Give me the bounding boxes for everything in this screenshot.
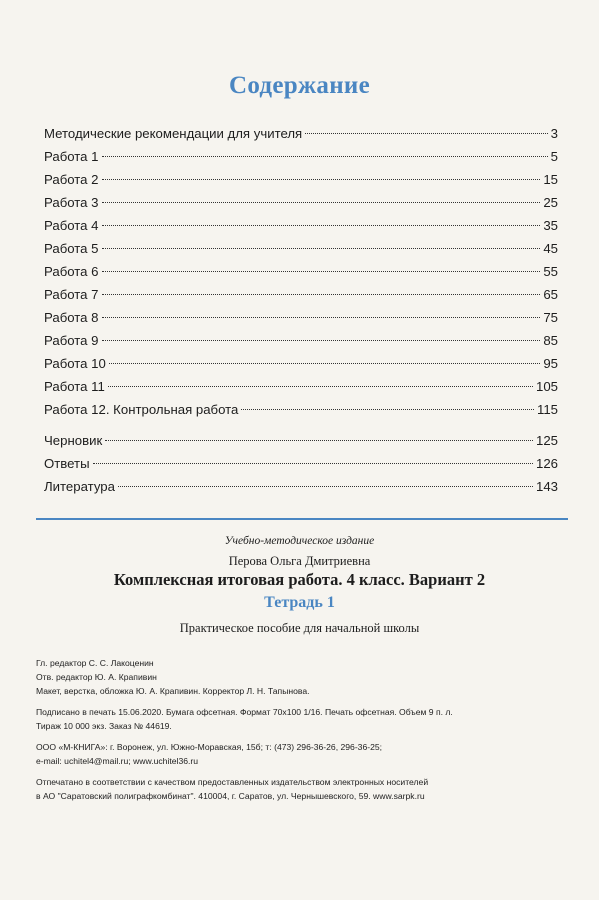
toc-entry: [44, 191, 558, 214]
toc-entry-label: Работа 12. Контрольная работа: [44, 402, 239, 417]
toc-leader: [102, 156, 548, 157]
toc-entry-page: 115: [536, 402, 558, 417]
toc-entry: [44, 122, 558, 145]
layout-credits: Макет, верстка, обложка Ю. А. Крапивин. Корректор Л. Н. Тапынова.: [36, 686, 310, 696]
toc-entry-page: 65: [543, 287, 558, 302]
toc-entry-label: Работа 7: [44, 287, 99, 302]
toc-leader: [102, 271, 541, 272]
toc-leader: [108, 386, 533, 387]
toc-entry: [44, 375, 558, 398]
toc-entry: [44, 429, 558, 452]
toc-leader: [102, 202, 541, 203]
section-divider: [36, 518, 568, 520]
toc-entry-page: 125: [535, 433, 558, 448]
toc-entry: [44, 329, 558, 352]
toc-entry-page: 126: [535, 456, 558, 471]
toc-entry: [44, 306, 558, 329]
responsible-editor: Отв. редактор Ю. А. Крапивин: [36, 672, 157, 682]
toc-entry-label: Работа 5: [44, 241, 99, 256]
toc-entry-label: Работа 10: [44, 356, 106, 371]
chief-editor: Гл. редактор С. С. Лакоценин: [36, 658, 154, 668]
book-purpose: Практическое пособие для начальной школы: [179, 621, 420, 635]
edition-type: Учебно-методическое издание: [224, 535, 375, 547]
author-name: Перова Ольга Дмитриевна: [228, 554, 371, 568]
toc-entry: [44, 145, 558, 168]
print-info: Подписано в печать 15.06.2020. Бумага офсетная. Формат 70х100 1/16. Печать офсетная. Объем 9 п. л.: [36, 707, 453, 717]
toc-entry-label: Ответы: [44, 456, 90, 471]
printer-address: в АО "Саратовский полиграфкомбинат". 410004, г. Саратов, ул. Чернышевского, 59. www.sarpk.ru: [36, 791, 425, 801]
toc-leader: [241, 409, 534, 410]
toc-entry-page: 55: [543, 264, 558, 279]
toc-entry-page: 5: [550, 149, 558, 164]
toc-entry-label: Работа 4: [44, 218, 99, 233]
toc-entry-page: 75: [543, 310, 558, 325]
toc-entry-page: 3: [550, 126, 558, 141]
toc-entry: [44, 214, 558, 237]
toc-leader: [305, 133, 547, 134]
toc-entry-page: 143: [535, 479, 558, 494]
toc-entry-page: 105: [535, 379, 558, 394]
toc-entry-label: Работа 6: [44, 264, 99, 279]
toc-leader: [93, 463, 533, 464]
toc-entry-label: Работа 11: [44, 379, 105, 394]
print-run: Тираж 10 000 экз. Заказ № 44619.: [36, 721, 172, 731]
publication-credits: [36, 656, 566, 803]
table-of-contents: [44, 122, 558, 498]
toc-entry-page: 95: [543, 356, 558, 371]
printer-note: Отпечатано в соответствии с качеством предоставленных издательством электронных носителей: [36, 777, 429, 787]
toc-entry-page: 35: [543, 218, 558, 233]
toc-entry-label: Методические рекомендации для учителя: [44, 126, 303, 141]
toc-entry-page: 45: [543, 241, 558, 256]
toc-entry: [44, 237, 558, 260]
toc-entry-page: 25: [543, 195, 558, 210]
toc-leader: [102, 248, 541, 249]
toc-leader: [109, 363, 540, 364]
toc-entry-label: Работа 2: [44, 172, 99, 187]
toc-entry-label: Работа 3: [44, 195, 99, 210]
toc-leader: [102, 225, 541, 226]
toc-entry-label: Работа 1: [44, 149, 99, 164]
toc-entry: [44, 168, 558, 191]
toc-entry: [44, 398, 558, 421]
toc-leader: [102, 294, 541, 295]
toc-entry-page: 85: [543, 333, 558, 348]
page-title: Содержание: [228, 72, 370, 99]
toc-entry: [44, 352, 558, 375]
toc-entry: [44, 475, 558, 498]
toc-entry-label: Работа 8: [44, 310, 99, 325]
toc-leader: [102, 179, 541, 180]
toc-entry: [44, 452, 558, 475]
toc-entry-page: 15: [543, 172, 558, 187]
toc-leader: [105, 440, 533, 441]
book-subtitle: Тетрадь 1: [264, 594, 335, 611]
publisher-contacts: e-mail: uchitel4@mail.ru; www.uchitel36.ru: [36, 756, 199, 766]
toc-leader: [102, 317, 541, 318]
toc-leader: [118, 486, 533, 487]
toc-entry-label: Работа 9: [44, 333, 99, 348]
toc-leader: [102, 340, 541, 341]
toc-entry: [44, 283, 558, 306]
book-title: Комплексная итоговая работа. 4 класс. Вариант 2: [113, 570, 486, 589]
toc-entry-label: Черновик: [44, 433, 103, 448]
toc-entry: [44, 260, 558, 283]
publisher-address: ООО «М-КНИГА»: г. Воронеж, ул. Южно-Моравская, 15б; т: (473) 296-36-26, 296-36-25;: [36, 742, 383, 752]
toc-entry-label: Литература: [44, 479, 115, 494]
